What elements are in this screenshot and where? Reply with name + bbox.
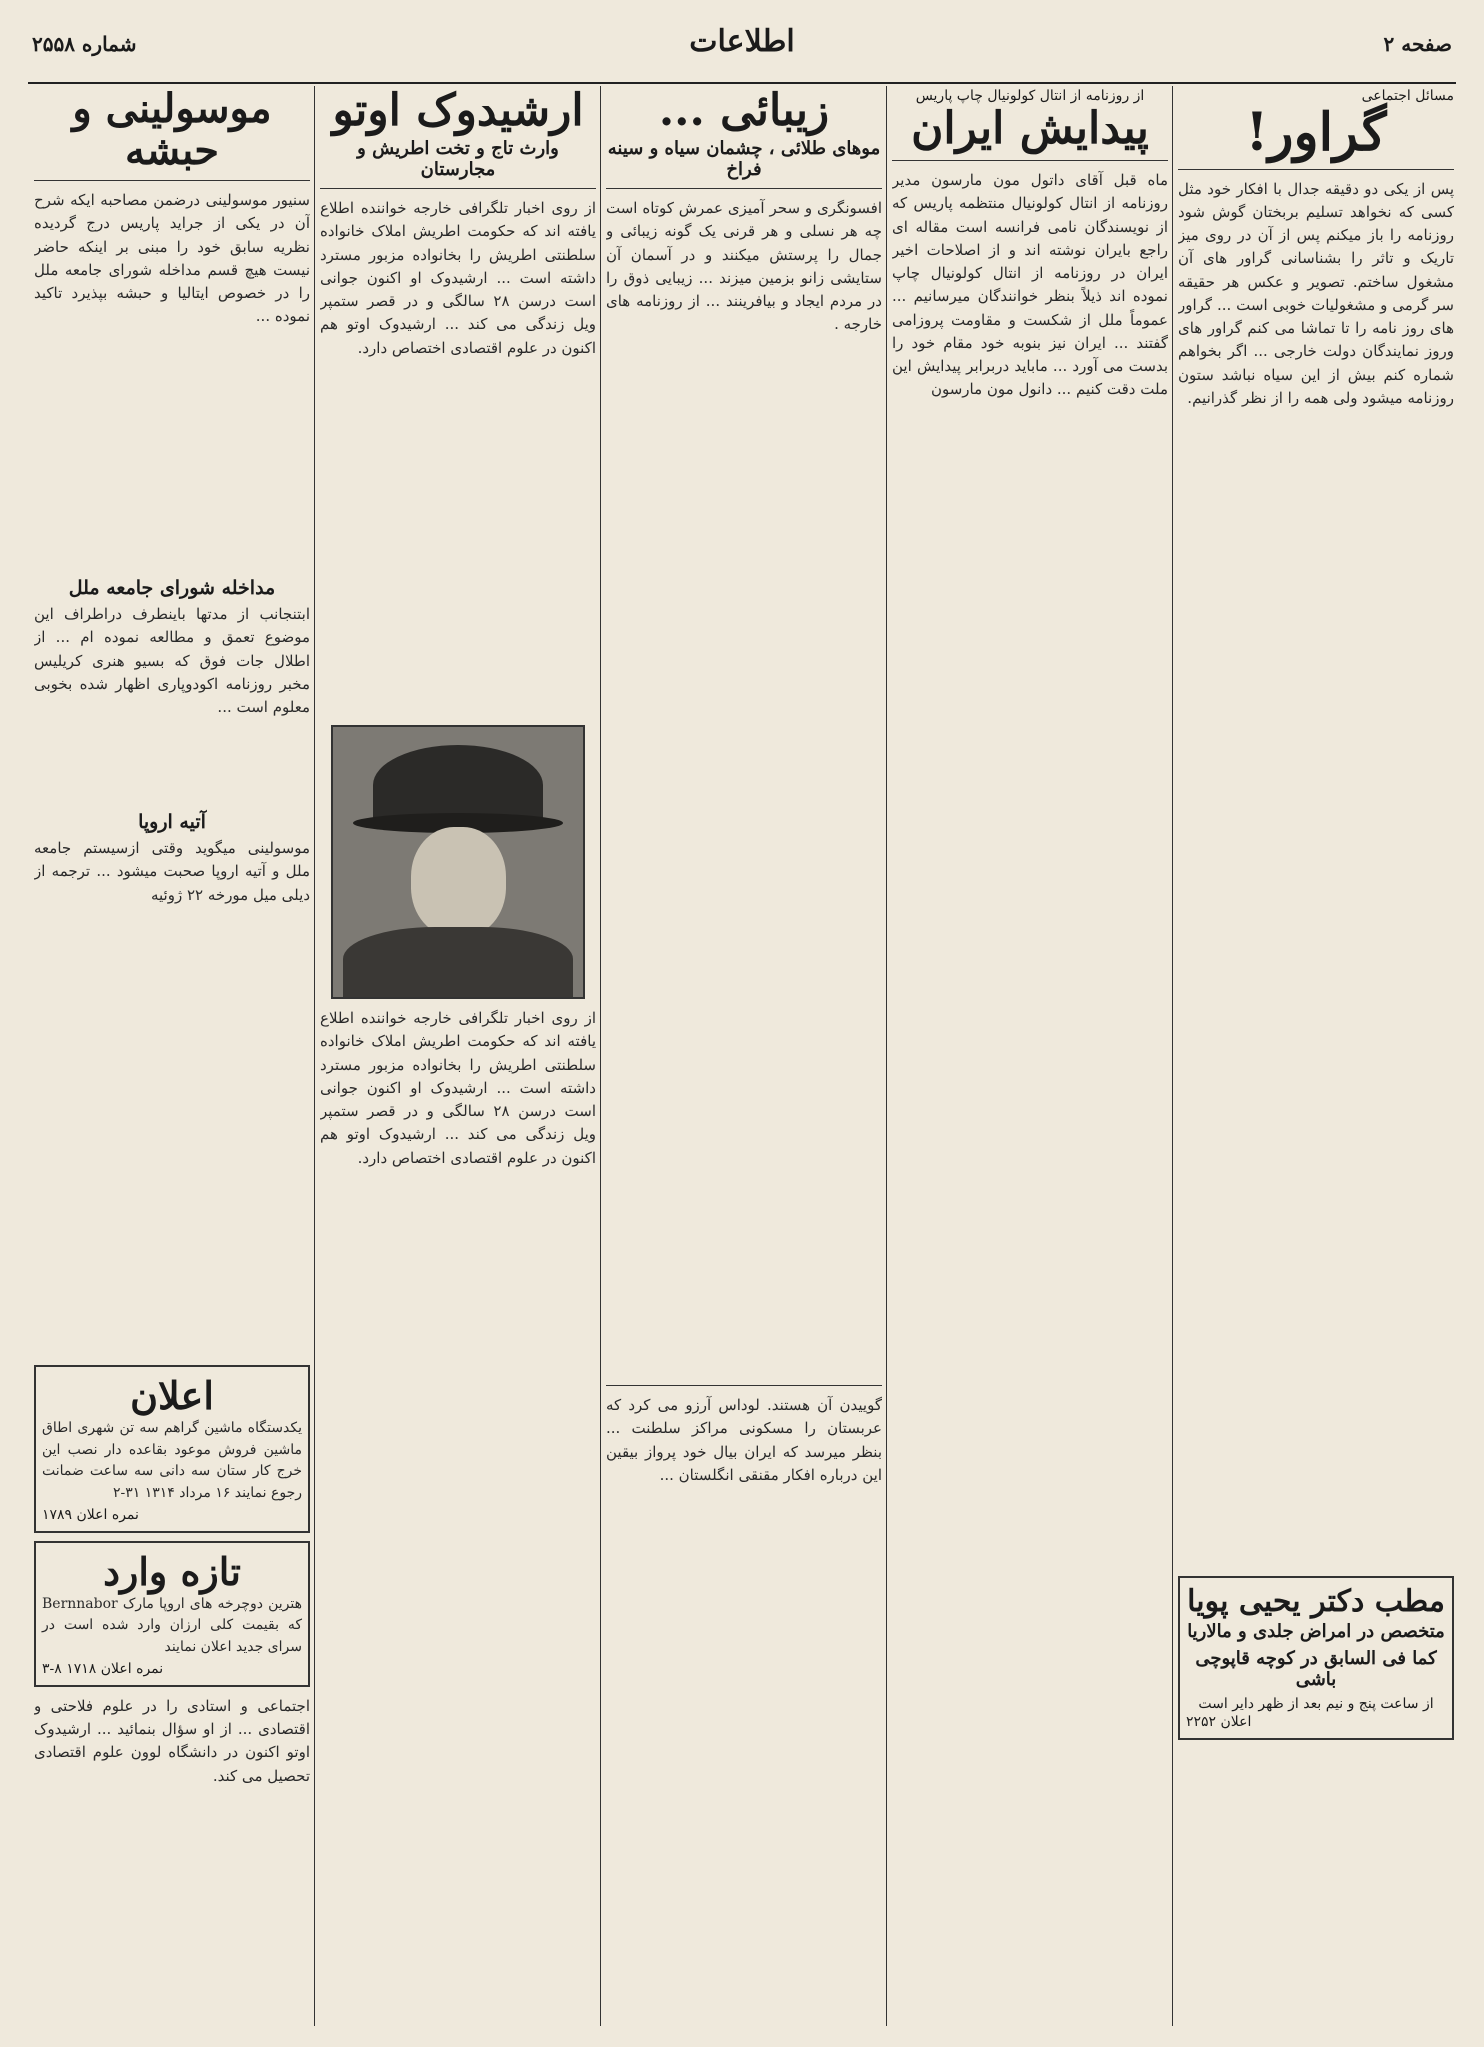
- article-title: ارشیدوک اوتو: [332, 86, 584, 136]
- divider: [34, 180, 310, 181]
- section-label: مسائل اجتماعی: [1361, 88, 1454, 104]
- divider: [892, 160, 1168, 161]
- article-body: از روی اخبار تلگرافی خارجه خواننده اطلاع یافته اند که حکومت اطریش املاک خانواده سلطنتی اطریش را بخانواده مزبور مسترد داشته است ... ارشیدوک او اکنون جوانی است درسن ۲۸ سالگی و در قصر ستمپر ویل زندگی می کند ... ارشیدوک اوتو هم اکنون در علوم اقتصادی اختصاص دارد.: [320, 199, 596, 357]
- divider: [606, 1385, 882, 1386]
- column-gravor: [1178, 86, 1454, 2026]
- paper-name: اطلاعات: [689, 24, 795, 59]
- article-subtitle: وارث تاج و تخت اطریش و مجارستان: [357, 138, 559, 181]
- column-rule: [1172, 86, 1173, 2026]
- advertisement-box: [34, 1541, 310, 1687]
- ad-title: مطب دکتر یحیی پویا: [1187, 1583, 1445, 1619]
- column-beauty: [606, 86, 882, 2026]
- article-body: سنیور موسولینی درضمن مصاحبه ایکه شرح آن در یکی از جراید پاریس درج گردیده نظریه سابق خود را مبنی بر اینکه حاضر نیست هیچ قسم مداخله شورای جامعه ملل را در خصوص ایتالیا و حبشه بپذیرد تاکید نموده ...: [34, 191, 310, 326]
- ad-hours: از ساعت پنج و نیم بعد از ظهر دایر است: [1198, 1696, 1434, 1713]
- face-shape: [411, 827, 506, 937]
- column-rule: [600, 86, 601, 2026]
- article-body-continued: از روی اخبار تلگرافی خارجه خواننده اطلاع یافته اند که حکومت اطریش املاک خانواده سلطنتی اطریش را بخانواده مزبور مسترد داشته است ... ارشیدوک او اکنون جوانی است درسن ۲۸ سالگی و در قصر ستمپر ویل زندگی می کند ... ارشیدوک اوتو هم اکنون در علوم اقتصادی اختصاص دارد.: [320, 1009, 596, 1167]
- article-body-continued: گوییدن آن هستند. لوداس آرزو می کرد که عربستان را مسکونی مراکز سلطنت ... بنظر میرسد که ایران بیال خود پرواز بیقین این درباره افکار مقنقی انگلستان ...: [606, 1396, 882, 1484]
- ad-number: نمره اعلان ۱۷۸۹: [42, 1506, 139, 1523]
- article-title: پیدایش ایران: [911, 103, 1149, 154]
- column-rule: [886, 86, 887, 2026]
- article-title: زیبائی ...: [658, 86, 830, 136]
- divider: [606, 188, 882, 189]
- ad-text: هترین دوچرخه های اروپا مارک Bernnabor که بقیمت کلی ارزان وارد شده است در سرای جدید اعلان نمایند: [42, 1595, 302, 1656]
- article-body: ماه قبل آقای داتول مون مارسون مدیر روزنامه از انتال کولونیال منتظمه پاریس که از نویسندگان نامی فرانسه است مقاله ای راجع بایران نوشته اند و از اصلاحات اخیر ایران در روزنامه از انتال کولونیال چاپ نموده اند ذیلاً بنظر خوانندگان میرسانیم ... عموماً ملل از شکست و مقاومت پروزامی گفتند ... ایران نیز بنوبه خود مقام خود را بدست می آورد ... ماباید دربرابر پیدایش این ملت دقت کنیم ... دانول مون مارسون: [892, 171, 1168, 399]
- ad-specialty: متخصص در امراض جلدی و مالاریا: [1187, 1621, 1445, 1643]
- doctor-advertisement: [1178, 1576, 1454, 1741]
- coat-shape: [343, 927, 573, 999]
- article-body-continued: اجتماعی و استادی را در علوم فلاحتی و اقتصادی ... از او سؤال بنمائید ... ارشیدوک اوتو اکنون در دانشگاه لوون علوم اقتصادی تحصیل می کند.: [34, 1696, 310, 1785]
- newspaper-page: [28, 22, 1456, 2026]
- ad-number: اعلان ۲۲۵۲: [1186, 1714, 1252, 1731]
- article-title: موسولینی و حبشه: [72, 86, 272, 174]
- advertisement-box: [34, 1365, 310, 1533]
- masthead: [28, 22, 1456, 84]
- article-body: افسونگری و سحر آمیزی عمرش کوتاه است چه هر نسلی و هر قرنی یک گونه زیبائی و جمال را پرستش میکنند و در آسمان آن ستایشی زانو بزمین میزند ... زیبایی ذوق را در مردم ایجاد و بیافرینند ... از روزنامه های خارجه .: [606, 199, 882, 334]
- section-heading: آتیه اروپا: [138, 811, 206, 833]
- section-body: ابتنجانب از مدتها باینطرف دراطراف این موضوع تعمق و مطالعه نموده ام ... از اطلال جات فوق که بسیو هنری کریلیس مخبر روزنامه اکودوپاری اظهار شده بخوبی معلوم است ...: [34, 605, 310, 716]
- issue-number: شماره ۲۵۵۸: [32, 32, 137, 56]
- article-title: گراور!: [1245, 102, 1387, 163]
- column-rule: [314, 86, 315, 2026]
- divider: [1178, 169, 1454, 170]
- ad-title: تازه وارد: [103, 1548, 241, 1594]
- article-subtitle: موهای طلائی ، چشمان سیاه و سینه فراخ: [607, 138, 881, 181]
- divider: [320, 188, 596, 189]
- page-number: صفحه ۲: [1383, 32, 1452, 56]
- article-body: پس از یکی دو دقیقه جدال با افکار خود مثل کسی که نخواهد تسلیم بربختان گوش شود روزنامه را باز میکنم پس از آن در روی میز تاریک و تاثر را بشناسانی گراور های آن مشغول ساختم. تصویر و عکس هر حقیقه سر گرمی و مشغولیات خوبی است ... گراور های روز نامه را تا تماشا می کنم گراور های وروز نمایندگان دولت خارجی ... اگر بخواهم شماره کنم بیش از این سیاه نباشد ستون روزنامه میشود ولی همه را از نظر گذرانیم.: [1178, 179, 1454, 407]
- section-heading: مداخله شورای جامعه ملل: [68, 577, 276, 599]
- ad-address: کما فی السابق در کوچه قاپوچی باشی: [1195, 1648, 1437, 1691]
- ad-number: نمره اعلان ۱۷۱۸ ۸-۳: [42, 1660, 164, 1677]
- ad-text: یکدستگاه ماشین گراهم سه تن شهری اطاق ماشین فروش موعود بقاعده دار نصب این خرج کار ستان سه دانی سه ساعت ضمانت رجوع نمایند ۱۶ مرداد ۱۳۱۴ ۳۱-۲: [42, 1420, 302, 1502]
- column-otto: [320, 86, 596, 2026]
- source-label: از روزنامه از انتال کولونیال چاپ پاریس: [915, 88, 1145, 104]
- ad-title: اعلان: [130, 1373, 214, 1418]
- column-mussolini: [34, 86, 310, 2026]
- portrait-photo: [331, 725, 585, 999]
- column-iran: [892, 86, 1168, 2026]
- section-body: موسولینی میگوید وقتی ازسیستم جامعه ملل و آتیه اروپا صحبت میشود ... ترجمه از دیلی میل مورخه ۲۲ ژوئیه: [34, 839, 310, 904]
